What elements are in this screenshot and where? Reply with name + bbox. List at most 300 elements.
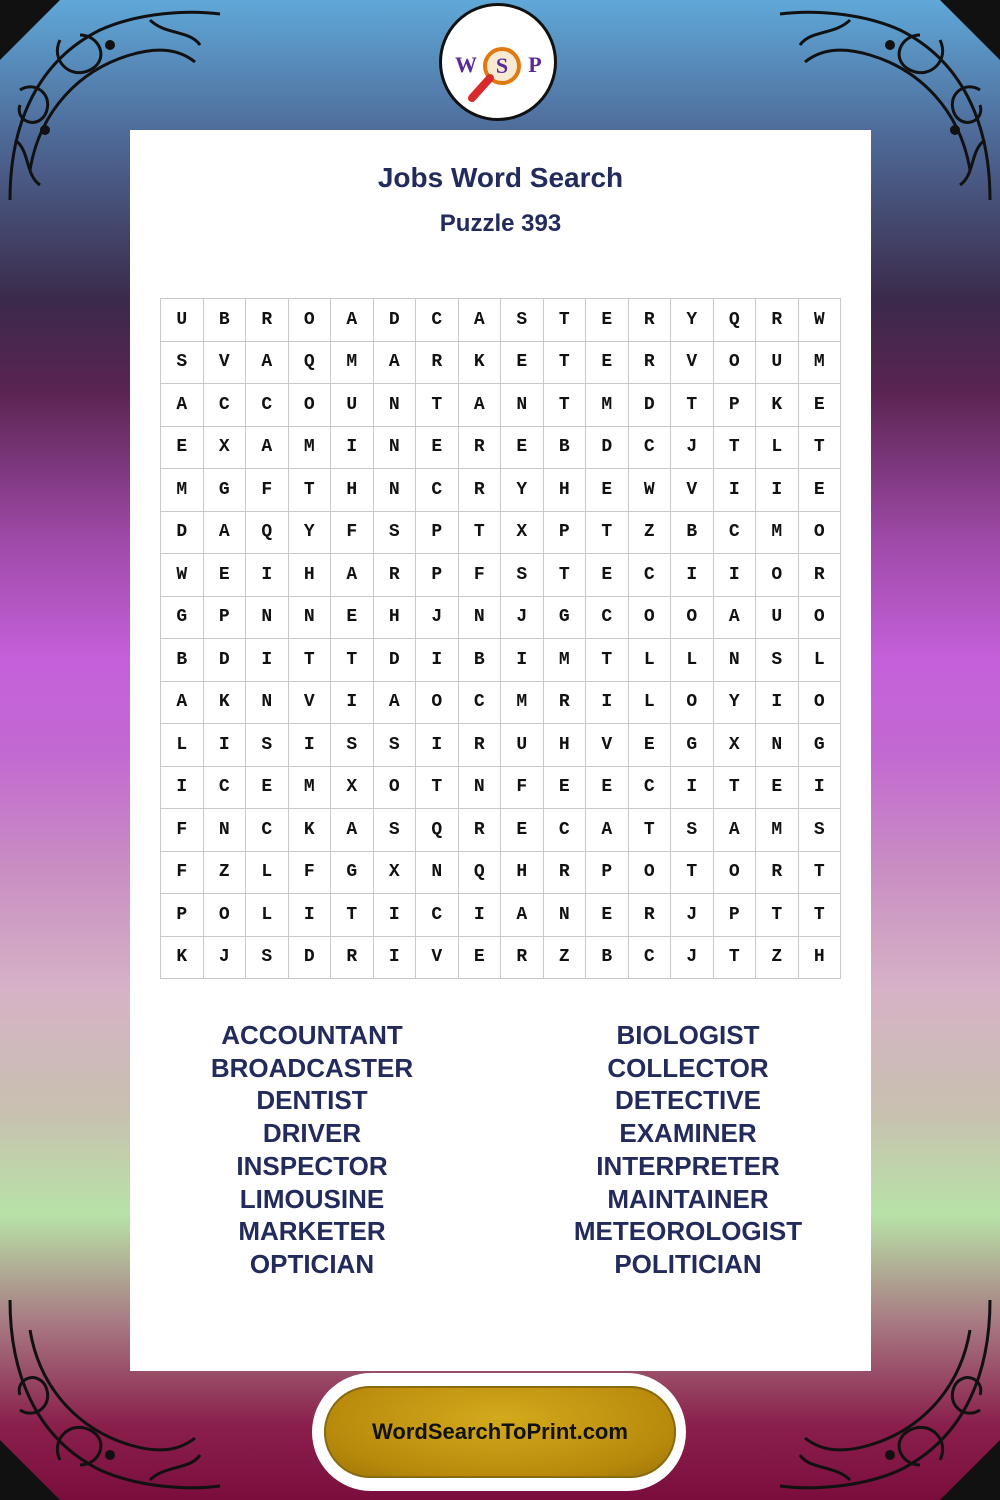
grid-cell[interactable]: I [288, 724, 331, 767]
grid-cell[interactable]: T [798, 426, 841, 469]
grid-cell[interactable]: E [628, 724, 671, 767]
grid-cell[interactable]: P [543, 511, 586, 554]
grid-cell[interactable]: C [458, 681, 501, 724]
grid-cell[interactable]: R [628, 299, 671, 342]
grid-cell[interactable]: A [331, 809, 374, 852]
grid-row [161, 936, 841, 979]
grid-cell[interactable]: C [203, 766, 246, 809]
grid-cell[interactable]: R [373, 554, 416, 597]
grid-cell[interactable]: I [246, 554, 289, 597]
grid-row [161, 851, 841, 894]
word-list-left [162, 1019, 462, 1281]
grid-cell[interactable]: U [331, 384, 374, 427]
grid-cell[interactable]: T [671, 851, 714, 894]
grid-cell[interactable]: K [203, 681, 246, 724]
grid-cell[interactable]: E [161, 426, 204, 469]
grid-cell[interactable]: N [501, 384, 544, 427]
grid-cell[interactable]: B [586, 936, 629, 979]
grid-cell[interactable]: Z [628, 511, 671, 554]
word-list-item: MAINTAINER [607, 1183, 769, 1214]
grid-cell[interactable]: I [798, 766, 841, 809]
grid-cell[interactable]: N [373, 384, 416, 427]
grid-cell[interactable]: J [671, 894, 714, 937]
grid-cell[interactable]: E [756, 766, 799, 809]
grid-cell[interactable]: H [798, 936, 841, 979]
grid-cell[interactable]: C [246, 809, 289, 852]
grid-cell[interactable]: E [501, 809, 544, 852]
grid-cell[interactable]: J [501, 596, 544, 639]
grid-cell[interactable]: T [756, 894, 799, 937]
grid-row [161, 384, 841, 427]
grid-cell[interactable]: F [501, 766, 544, 809]
grid-cell[interactable]: G [543, 596, 586, 639]
grid-cell[interactable]: T [331, 639, 374, 682]
grid-cell[interactable]: V [416, 936, 459, 979]
grid-cell[interactable]: T [713, 766, 756, 809]
grid-cell[interactable]: O [713, 851, 756, 894]
grid-cell[interactable]: O [671, 596, 714, 639]
grid-cell[interactable]: T [288, 639, 331, 682]
grid-cell[interactable]: T [331, 894, 374, 937]
grid-cell[interactable]: S [331, 724, 374, 767]
grid-cell[interactable]: N [458, 596, 501, 639]
grid-cell[interactable]: I [501, 639, 544, 682]
grid-cell[interactable]: C [713, 511, 756, 554]
grid-cell[interactable]: V [288, 681, 331, 724]
grid-cell[interactable]: C [628, 766, 671, 809]
grid-cell[interactable]: T [458, 511, 501, 554]
grid-cell[interactable]: G [671, 724, 714, 767]
grid-cell[interactable]: P [203, 596, 246, 639]
grid-cell[interactable]: O [373, 766, 416, 809]
grid-cell[interactable]: U [501, 724, 544, 767]
grid-cell[interactable]: Q [288, 341, 331, 384]
logo-letter-s: S [495, 53, 509, 78]
grid-cell[interactable]: N [246, 596, 289, 639]
grid-cell[interactable]: Q [713, 299, 756, 342]
grid-cell[interactable]: B [543, 426, 586, 469]
grid-cell[interactable]: D [161, 511, 204, 554]
grid-cell[interactable]: I [713, 554, 756, 597]
grid-cell[interactable]: U [161, 299, 204, 342]
word-list-item: BIOLOGIST [616, 1020, 760, 1050]
grid-cell[interactable]: I [416, 724, 459, 767]
grid-cell[interactable]: D [586, 426, 629, 469]
grid-cell[interactable]: A [373, 681, 416, 724]
grid-cell[interactable]: B [671, 511, 714, 554]
grid-cell[interactable]: C [416, 894, 459, 937]
grid-cell[interactable]: A [246, 341, 289, 384]
grid-cell[interactable]: W [628, 469, 671, 512]
grid-cell[interactable]: D [288, 936, 331, 979]
grid-cell[interactable]: A [331, 554, 374, 597]
grid-cell[interactable]: T [543, 384, 586, 427]
word-list-item: DENTIST [256, 1085, 368, 1116]
grid-cell[interactable]: E [586, 341, 629, 384]
grid-cell[interactable]: I [246, 639, 289, 682]
grid-cell[interactable]: R [628, 894, 671, 937]
grid-cell[interactable]: S [756, 639, 799, 682]
grid-cell[interactable]: P [713, 384, 756, 427]
grid-cell[interactable]: K [161, 936, 204, 979]
word-list-right [538, 1019, 838, 1281]
grid-cell[interactable]: F [458, 554, 501, 597]
grid-cell[interactable]: M [331, 341, 374, 384]
grid-cell[interactable]: J [416, 596, 459, 639]
grid-cell[interactable]: L [628, 681, 671, 724]
grid-cell[interactable]: A [501, 894, 544, 937]
grid-cell[interactable]: T [713, 936, 756, 979]
grid-cell[interactable]: M [798, 341, 841, 384]
grid-cell[interactable]: H [543, 724, 586, 767]
grid-cell[interactable]: P [416, 511, 459, 554]
grid-cell[interactable]: A [458, 384, 501, 427]
grid-cell[interactable]: I [713, 469, 756, 512]
grid-cell[interactable]: S [373, 809, 416, 852]
grid-cell[interactable]: Y [288, 511, 331, 554]
grid-cell[interactable]: X [203, 426, 246, 469]
grid-cell[interactable]: G [203, 469, 246, 512]
grid-cell[interactable]: S [373, 511, 416, 554]
grid-cell[interactable]: O [288, 299, 331, 342]
grid-row [161, 639, 841, 682]
grid-cell[interactable]: S [798, 809, 841, 852]
grid-cell[interactable]: M [288, 426, 331, 469]
grid-cell[interactable]: L [628, 639, 671, 682]
grid-cell[interactable]: E [458, 936, 501, 979]
grid-cell[interactable]: O [288, 384, 331, 427]
grid-cell[interactable]: N [246, 681, 289, 724]
grid-cell[interactable]: E [586, 469, 629, 512]
grid-cell[interactable]: O [628, 596, 671, 639]
grid-cell[interactable]: F [331, 511, 374, 554]
grid-cell[interactable]: O [203, 894, 246, 937]
grid-cell[interactable]: T [288, 469, 331, 512]
grid-cell[interactable]: U [756, 341, 799, 384]
grid-cell[interactable]: P [161, 894, 204, 937]
grid-cell[interactable]: O [798, 681, 841, 724]
grid-cell[interactable]: R [543, 681, 586, 724]
grid-cell[interactable]: O [756, 554, 799, 597]
website-link-label: WordSearchToPrint.com [372, 1419, 628, 1444]
grid-cell[interactable]: C [628, 554, 671, 597]
grid-cell[interactable]: G [161, 596, 204, 639]
grid-cell[interactable]: V [671, 341, 714, 384]
grid-cell[interactable]: I [161, 766, 204, 809]
grid-cell[interactable]: V [203, 341, 246, 384]
puzzle-title: Jobs Word Search [377, 162, 624, 193]
grid-cell[interactable]: X [373, 851, 416, 894]
grid-cell[interactable]: I [586, 681, 629, 724]
grid-cell[interactable]: N [543, 894, 586, 937]
grid-cell[interactable]: C [628, 426, 671, 469]
grid-cell[interactable]: T [543, 299, 586, 342]
grid-cell[interactable]: X [331, 766, 374, 809]
grid-cell[interactable]: I [331, 681, 374, 724]
grid-cell[interactable]: E [203, 554, 246, 597]
grid-cell[interactable]: L [671, 639, 714, 682]
grid-cell[interactable]: T [671, 384, 714, 427]
grid-cell[interactable]: L [798, 639, 841, 682]
grid-cell[interactable]: P [713, 894, 756, 937]
grid-cell[interactable]: N [373, 426, 416, 469]
grid-cell[interactable]: O [798, 596, 841, 639]
grid-cell[interactable]: F [161, 809, 204, 852]
grid-cell[interactable]: I [288, 894, 331, 937]
grid-cell[interactable]: F [246, 469, 289, 512]
grid-cell[interactable]: H [373, 596, 416, 639]
grid-cell[interactable]: Y [501, 469, 544, 512]
word-list-item: METEOROLOGIST [573, 1216, 803, 1247]
grid-cell[interactable]: A [373, 341, 416, 384]
grid-cell[interactable]: Y [713, 681, 756, 724]
grid-cell[interactable]: I [373, 894, 416, 937]
grid-row [161, 469, 841, 512]
grid-cell[interactable]: G [331, 851, 374, 894]
word-list-item: DETECTIVE [615, 1085, 761, 1116]
grid-cell[interactable]: E [586, 554, 629, 597]
grid-cell[interactable]: E [586, 766, 629, 809]
grid-row [161, 554, 841, 597]
grid-cell[interactable]: N [458, 766, 501, 809]
grid-cell[interactable]: C [416, 299, 459, 342]
grid-cell[interactable]: E [501, 426, 544, 469]
grid-cell[interactable]: I [756, 469, 799, 512]
grid-cell[interactable]: Z [543, 936, 586, 979]
grid-cell[interactable]: T [586, 511, 629, 554]
grid-cell[interactable]: I [331, 426, 374, 469]
grid-cell[interactable]: J [671, 936, 714, 979]
grid-cell[interactable]: N [373, 469, 416, 512]
grid-cell[interactable]: D [203, 639, 246, 682]
grid-cell[interactable]: M [756, 511, 799, 554]
grid-cell[interactable]: M [543, 639, 586, 682]
grid-cell[interactable]: A [203, 511, 246, 554]
grid-cell[interactable]: Y [671, 299, 714, 342]
grid-cell[interactable]: O [416, 681, 459, 724]
grid-cell[interactable]: C [586, 596, 629, 639]
grid-cell[interactable]: M [756, 809, 799, 852]
grid-cell[interactable]: S [373, 724, 416, 767]
grid-cell[interactable]: X [713, 724, 756, 767]
grid-cell[interactable]: F [288, 851, 331, 894]
grid-cell[interactable]: A [713, 596, 756, 639]
grid-cell[interactable]: S [501, 554, 544, 597]
word-list-item: INTERPRETER [596, 1150, 780, 1181]
grid-cell[interactable]: L [246, 851, 289, 894]
grid-cell[interactable]: S [671, 809, 714, 852]
grid-cell[interactable]: R [458, 809, 501, 852]
word-list-item: POLITICIAN [614, 1248, 762, 1279]
grid-cell[interactable]: T [543, 341, 586, 384]
grid-cell[interactable]: D [628, 384, 671, 427]
grid-cell[interactable]: L [161, 724, 204, 767]
grid-cell[interactable]: E [543, 766, 586, 809]
grid-cell[interactable]: K [288, 809, 331, 852]
grid-cell[interactable]: R [628, 341, 671, 384]
grid-cell[interactable]: E [798, 384, 841, 427]
grid-cell[interactable]: C [416, 469, 459, 512]
grid-cell[interactable]: R [458, 426, 501, 469]
grid-row [161, 511, 841, 554]
grid-cell[interactable]: N [713, 639, 756, 682]
grid-cell[interactable]: D [373, 299, 416, 342]
grid-cell[interactable]: I [671, 766, 714, 809]
word-list-item: COLLECTOR [607, 1052, 769, 1083]
grid-cell[interactable]: N [756, 724, 799, 767]
grid-cell[interactable]: H [288, 554, 331, 597]
grid-cell[interactable]: A [161, 384, 204, 427]
grid-row [161, 341, 841, 384]
logo-letter-p: P [528, 52, 542, 77]
grid-row [161, 724, 841, 767]
grid-row [161, 299, 841, 342]
grid-cell[interactable]: T [798, 894, 841, 937]
site-logo[interactable] [439, 3, 557, 121]
grid-cell[interactable]: P [586, 851, 629, 894]
grid-cell[interactable]: A [586, 809, 629, 852]
grid-cell[interactable]: L [756, 426, 799, 469]
grid-cell[interactable]: I [671, 554, 714, 597]
grid-cell[interactable]: L [246, 894, 289, 937]
word-list-item: DRIVER [262, 1118, 362, 1149]
grid-cell[interactable]: T [628, 809, 671, 852]
grid-cell[interactable]: W [798, 299, 841, 342]
grid-cell[interactable]: M [586, 384, 629, 427]
grid-cell[interactable]: T [416, 766, 459, 809]
grid-cell[interactable]: C [543, 809, 586, 852]
grid-cell[interactable]: R [246, 299, 289, 342]
grid-cell[interactable]: A [458, 299, 501, 342]
grid-cell[interactable]: I [373, 936, 416, 979]
grid-cell[interactable]: K [756, 384, 799, 427]
word-list-item: MARKETER [238, 1216, 386, 1247]
grid-cell[interactable]: R [501, 936, 544, 979]
grid-cell[interactable]: I [203, 724, 246, 767]
grid-cell[interactable]: U [756, 596, 799, 639]
grid-cell[interactable]: Z [756, 936, 799, 979]
grid-cell[interactable]: C [203, 384, 246, 427]
word-list-item: OPTICIAN [249, 1248, 375, 1279]
grid-cell[interactable]: N [203, 809, 246, 852]
logo-letter-w: W [455, 52, 477, 77]
grid-cell[interactable]: J [203, 936, 246, 979]
grid-cell[interactable]: E [501, 341, 544, 384]
grid-cell[interactable]: M [161, 469, 204, 512]
grid-cell[interactable]: S [501, 299, 544, 342]
grid-cell[interactable]: R [458, 724, 501, 767]
grid-row [161, 894, 841, 937]
grid-cell[interactable]: X [501, 511, 544, 554]
grid-cell[interactable]: B [161, 639, 204, 682]
grid-cell[interactable]: C [628, 936, 671, 979]
word-list-item: ACCOUNTANT [221, 1020, 403, 1050]
grid-cell[interactable]: A [246, 426, 289, 469]
grid-cell[interactable]: Q [458, 851, 501, 894]
grid-cell[interactable]: R [543, 851, 586, 894]
grid-cell[interactable]: V [586, 724, 629, 767]
grid-cell[interactable]: E [416, 426, 459, 469]
grid-cell[interactable]: I [756, 681, 799, 724]
grid-row [161, 766, 841, 809]
grid-cell[interactable]: E [586, 894, 629, 937]
letter-grid [160, 298, 841, 979]
grid-cell[interactable]: T [713, 426, 756, 469]
grid-cell[interactable]: A [713, 809, 756, 852]
grid-cell[interactable]: F [161, 851, 204, 894]
grid-cell[interactable]: E [331, 596, 374, 639]
grid-cell[interactable]: D [373, 639, 416, 682]
grid-cell[interactable]: H [501, 851, 544, 894]
grid-cell[interactable]: R [416, 341, 459, 384]
website-link-button[interactable] [324, 1386, 676, 1478]
grid-cell[interactable]: H [543, 469, 586, 512]
grid-cell[interactable]: N [288, 596, 331, 639]
grid-cell[interactable]: M [288, 766, 331, 809]
grid-cell[interactable]: R [458, 469, 501, 512]
grid-cell[interactable]: Q [416, 809, 459, 852]
grid-cell[interactable]: K [458, 341, 501, 384]
grid-cell[interactable]: N [416, 851, 459, 894]
grid-cell[interactable]: J [671, 426, 714, 469]
grid-cell[interactable]: I [458, 894, 501, 937]
grid-cell[interactable]: O [713, 341, 756, 384]
grid-cell[interactable]: E [798, 469, 841, 512]
word-list-item: EXAMINER [619, 1118, 757, 1149]
grid-cell[interactable]: B [458, 639, 501, 682]
grid-cell[interactable]: S [161, 341, 204, 384]
grid-cell[interactable]: G [798, 724, 841, 767]
grid-cell[interactable]: A [331, 299, 374, 342]
puzzle-number: Puzzle 393 [439, 210, 562, 237]
grid-cell[interactable]: S [246, 936, 289, 979]
grid-cell[interactable]: T [798, 851, 841, 894]
grid-cell[interactable]: R [331, 936, 374, 979]
grid-cell[interactable]: W [161, 554, 204, 597]
grid-cell[interactable]: O [671, 681, 714, 724]
grid-row [161, 426, 841, 469]
grid-cell[interactable]: R [756, 851, 799, 894]
grid-row [161, 596, 841, 639]
magnifier-logo-icon [442, 6, 554, 118]
grid-cell[interactable]: T [543, 554, 586, 597]
grid-row [161, 681, 841, 724]
grid-cell[interactable]: Q [246, 511, 289, 554]
grid-cell[interactable]: H [331, 469, 374, 512]
grid-cell[interactable]: B [203, 299, 246, 342]
grid-cell[interactable]: Z [203, 851, 246, 894]
grid-cell[interactable]: A [161, 681, 204, 724]
grid-cell[interactable]: T [416, 384, 459, 427]
grid-cell[interactable]: C [246, 384, 289, 427]
word-list-item: BROADCASTER [210, 1052, 414, 1083]
word-list-item: LIMOUSINE [239, 1183, 385, 1214]
grid-cell[interactable]: E [246, 766, 289, 809]
grid-cell[interactable]: R [756, 299, 799, 342]
grid-cell[interactable]: M [501, 681, 544, 724]
grid-cell[interactable]: R [798, 554, 841, 597]
grid-cell[interactable]: S [246, 724, 289, 767]
word-list-item: INSPECTOR [236, 1150, 388, 1181]
grid-row [161, 809, 841, 852]
grid-cell[interactable]: O [798, 511, 841, 554]
grid-cell[interactable]: V [671, 469, 714, 512]
grid-cell[interactable]: T [586, 639, 629, 682]
grid-cell[interactable]: I [416, 639, 459, 682]
grid-cell[interactable]: P [416, 554, 459, 597]
grid-cell[interactable]: O [628, 851, 671, 894]
grid-cell[interactable]: E [586, 299, 629, 342]
